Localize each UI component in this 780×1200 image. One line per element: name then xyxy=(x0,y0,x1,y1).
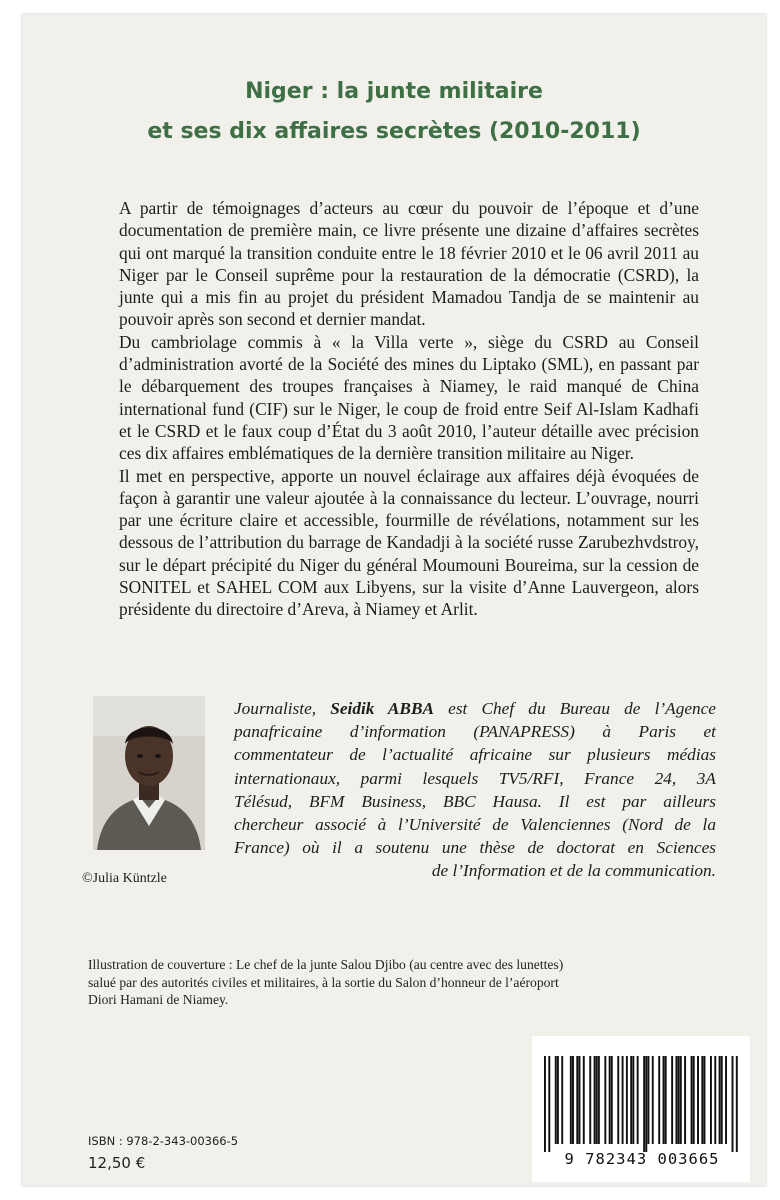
barcode-bar xyxy=(721,1056,723,1144)
barcode-bar xyxy=(732,1056,734,1152)
barcode-bar xyxy=(609,1056,611,1144)
photo-credit: ©Julia Küntzle xyxy=(82,871,167,886)
book-title-line-1: Niger : la junte militaire xyxy=(245,79,543,104)
barcode-bar xyxy=(697,1056,699,1144)
barcode-bar xyxy=(637,1056,639,1144)
synopsis xyxy=(119,197,699,621)
caption-line-2: salué par des autorités civiles et militaires, à la sortie du Salon d’honneur de l’aéroport xyxy=(88,974,559,990)
bio-line-1 xyxy=(234,697,716,720)
author-name: Seidik ABBA xyxy=(330,699,435,718)
barcode-bar xyxy=(658,1056,660,1144)
barcode-bar xyxy=(630,1056,632,1144)
barcode-bar xyxy=(684,1056,686,1144)
barcode-bar xyxy=(714,1056,716,1144)
barcode-bars xyxy=(544,1056,738,1152)
barcode-bar xyxy=(576,1056,578,1144)
barcode-bar xyxy=(678,1056,680,1144)
barcode xyxy=(532,1036,750,1182)
barcode-bar xyxy=(663,1056,665,1144)
barcode-bar xyxy=(611,1056,613,1144)
back-cover xyxy=(22,14,766,1186)
barcode-bar xyxy=(704,1056,706,1144)
bio-line-1-rest: est Chef du Bureau de l’Agence xyxy=(434,699,716,718)
cover-illustration-caption xyxy=(88,956,688,1009)
author-photo xyxy=(93,696,205,850)
barcode-bar xyxy=(561,1056,563,1144)
barcode-bar xyxy=(680,1056,682,1144)
bio-line-8: de l’Information et de la communication. xyxy=(431,861,716,881)
barcode-bar xyxy=(710,1056,712,1144)
barcode-digits: 9 782343 003665 xyxy=(564,1150,720,1168)
book-title xyxy=(22,72,766,152)
bio-prefix: Journaliste, xyxy=(234,699,331,718)
bio-line-2: panafricaine d’information (PANAPRESS) à Paris et xyxy=(234,722,716,742)
barcode-bar xyxy=(570,1056,572,1144)
barcode-bar xyxy=(583,1056,585,1144)
barcode-bar xyxy=(736,1056,738,1152)
barcode-bar xyxy=(665,1056,667,1144)
barcode-bar xyxy=(572,1056,574,1144)
synopsis-paragraph-1: A partir de témoignages d’acteurs au cœur du pouvoir de l’époque et d’une documentation de première main, ce livre présente une dizaine d’affaires secrètes qui ont marqué la transition conduite entre le 18 février 2010 et le 06 avril 2011 au Niger par le Conseil suprême pour la restauration de la démocratie (CSRD), la junte qui a mis fin au projet du président Mamadou Tandja de se maintenir au pouvoir après son second et dernier mandat. xyxy=(119,198,699,330)
barcode-bar xyxy=(622,1056,624,1144)
barcode-bar xyxy=(675,1056,677,1144)
barcode-bar xyxy=(719,1056,721,1144)
barcode-bar xyxy=(548,1056,550,1152)
bio-line-4: internationaux, parmi lesquels TV5/RFI, France 24, 3A xyxy=(234,768,716,788)
barcode-bar xyxy=(594,1056,596,1144)
isbn-number: ISBN : 978-2-343-00366-5 xyxy=(88,1134,239,1148)
barcode-bar xyxy=(693,1056,695,1144)
bio-line-7: France) où il a soutenu une thèse de doctorat en Sciences xyxy=(234,838,716,858)
barcode-bar xyxy=(598,1056,600,1144)
barcode-bar xyxy=(596,1056,598,1144)
barcode-bar xyxy=(643,1056,645,1152)
synopsis-paragraph-2: Du cambriolage commis à « la Villa verte », siège du CSRD au Conseil d’administration avorté de la Société des mines du Liptako (SML), en passant par le débarquement des troupes françaises à Niamey, le raid manqué de China international fund (CIF) sur le Niger, le coup de froid entre Seif Al-Islam Kadhafi et le CSRD et le faux coup d’État du 3 août 2010, l’auteur détaille avec précision ces dix affaires emblématiques de la dernière transition militaire au Niger. xyxy=(119,331,699,464)
bio-line-6: chercheur associé à l’Université de Valenciennes (Nord de la xyxy=(234,815,716,835)
barcode-bar xyxy=(544,1056,546,1152)
synopsis-paragraph-3: Il met en perspective, apporte un nouvel éclairage aux affaires déjà évoquées de façon à garantir une valeur ajoutée à la connaissance du lecteur. L’ouvrage, nourri par une écriture claire et accessible, fourmille de révélations, notamment sur les dessous de l’attribution du barrage de Kandadji à la société russe Zarubezhvdstroy, sur le départ précipité du Niger du général Moumouni Boureima, sur la cession de SONITEL et SAHEL COM aux Libyens, sur la visite d’Anne Lauvergeon, alors présidente du directoire d’Areva, à Niamey et Arlit. xyxy=(119,465,699,620)
barcode-bar xyxy=(652,1056,654,1144)
author-portrait-image xyxy=(93,696,205,850)
barcode-bar xyxy=(557,1056,559,1144)
barcode-bar xyxy=(725,1056,727,1144)
caption-line-3: Diori Hamani de Niamey. xyxy=(88,992,229,1007)
barcode-bar xyxy=(604,1056,606,1144)
barcode-bar xyxy=(555,1056,557,1144)
barcode-bar xyxy=(589,1056,591,1144)
barcode-bar xyxy=(647,1056,649,1144)
book-title-line-2: et ses dix affaires secrètes (2010-2011) xyxy=(147,119,641,144)
barcode-bar xyxy=(671,1056,673,1144)
barcode-bar xyxy=(645,1056,647,1152)
barcode-bar xyxy=(632,1056,634,1144)
barcode-bar xyxy=(691,1056,693,1144)
barcode-bar xyxy=(578,1056,580,1144)
barcode-bar xyxy=(701,1056,703,1144)
price: 12,50 € xyxy=(88,1154,146,1172)
bio-line-5: Télésud, BFM Business, BBC Hausa. Il est par ailleurs xyxy=(234,791,716,811)
barcode-bar xyxy=(617,1056,619,1144)
author-bio xyxy=(234,697,716,883)
bio-line-3: commentateur de l’actualité africaine sur plusieurs médias xyxy=(234,745,716,765)
barcode-bar xyxy=(626,1056,628,1144)
caption-line-1: Illustration de couverture : Le chef de la junte Salou Djibo (au centre avec des lunettes) xyxy=(88,957,564,972)
